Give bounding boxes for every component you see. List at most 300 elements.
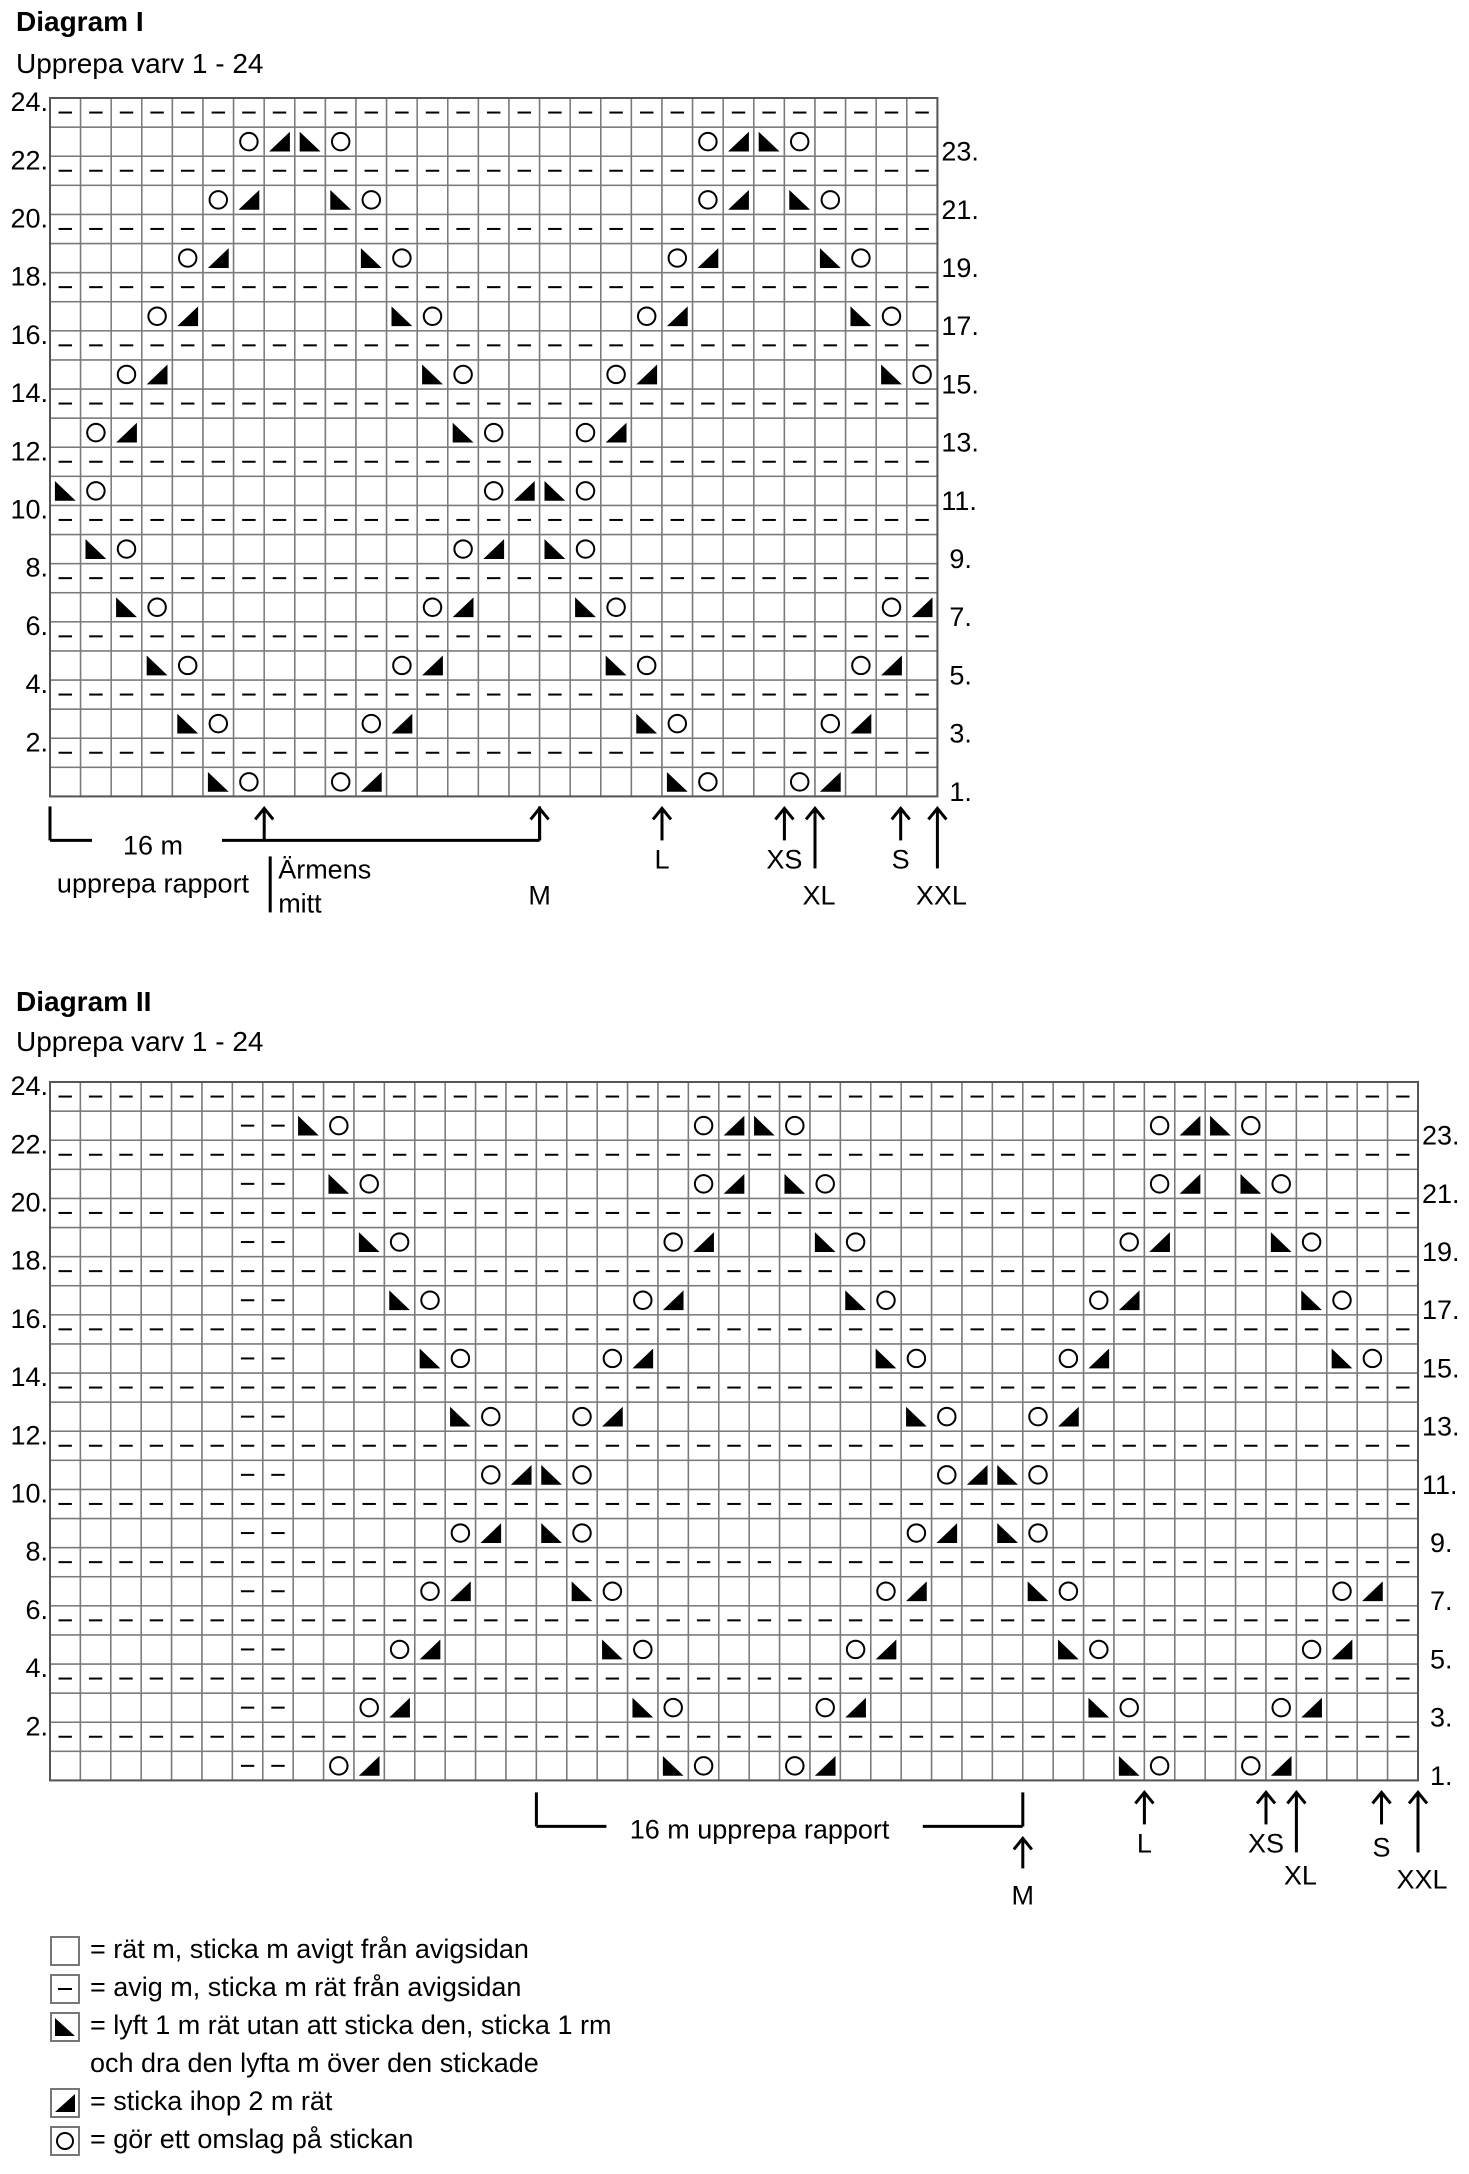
grid-cell — [901, 1460, 931, 1489]
grid-cell — [1266, 1635, 1296, 1664]
grid-cell — [141, 1228, 171, 1257]
grid-cell — [840, 1460, 870, 1489]
grid-cell — [1053, 1577, 1083, 1606]
grid-cell — [384, 1460, 414, 1489]
grid-cell — [445, 1402, 475, 1431]
size-arrow-xxl — [1409, 1792, 1427, 1852]
grid-cell — [476, 1577, 506, 1606]
grid-cell — [567, 1635, 597, 1664]
grid-cell — [536, 1751, 566, 1780]
grid-cell — [1357, 1228, 1387, 1257]
grid-cell — [1144, 1577, 1174, 1606]
grid-cell — [141, 1577, 171, 1606]
grid-cell — [1388, 1169, 1418, 1198]
grid-cell — [1236, 1228, 1266, 1257]
grid-cell — [719, 1344, 749, 1373]
grid-cell — [506, 1635, 536, 1664]
grid-cell — [992, 1402, 1022, 1431]
grid-cell — [597, 1111, 627, 1140]
size-arrow-xs — [1257, 1792, 1275, 1824]
grid-cell — [1236, 1402, 1266, 1431]
size-arrow-l — [1135, 1792, 1153, 1824]
grid-cell — [536, 1111, 566, 1140]
grid-cell — [901, 1635, 931, 1664]
grid-cell — [1236, 1751, 1266, 1780]
grid-cell — [1296, 1577, 1326, 1606]
grid-cell — [658, 1344, 688, 1373]
grid-cell — [1205, 1460, 1235, 1489]
grid-cell — [1084, 1693, 1114, 1722]
grid-cell — [810, 1460, 840, 1489]
grid-cell — [597, 1286, 627, 1315]
grid-cell — [476, 1169, 506, 1198]
grid-cell — [1327, 1577, 1357, 1606]
grid-cell — [1357, 1519, 1387, 1548]
grid-cell — [476, 1286, 506, 1315]
grid-cell — [597, 1751, 627, 1780]
grid-cell — [871, 1693, 901, 1722]
row-label-right: 19. — [941, 252, 979, 283]
grid-cell — [415, 1751, 445, 1780]
grid-cell — [324, 1635, 354, 1664]
grid-cell — [597, 1402, 627, 1431]
grid-cell — [688, 1577, 718, 1606]
grid-cell — [1114, 1169, 1144, 1198]
grid-cell — [1023, 1460, 1053, 1489]
grid-cell — [810, 1402, 840, 1431]
grid-cell — [628, 1286, 658, 1315]
grid-cell — [506, 1751, 536, 1780]
grid-cell — [749, 1344, 779, 1373]
grid-cell — [1327, 1693, 1357, 1722]
grid-cell — [780, 1111, 810, 1140]
grid-cell — [111, 1402, 141, 1431]
grid-cell — [141, 1111, 171, 1140]
grid-cell — [111, 1519, 141, 1548]
grid-cell — [1053, 1402, 1083, 1431]
grid-cell — [354, 1460, 384, 1489]
row-label-left: 6. — [25, 610, 48, 641]
grid-cell — [506, 1402, 536, 1431]
grid-cell — [1175, 1228, 1205, 1257]
grid-cell — [172, 1751, 202, 1780]
grid-cell — [1296, 1111, 1326, 1140]
grid-cell — [1175, 1693, 1205, 1722]
grid-cell — [445, 1228, 475, 1257]
grid-cell — [80, 1519, 110, 1548]
grid-cell — [628, 1460, 658, 1489]
row-label-right: 11. — [1422, 1469, 1458, 1500]
grid-cell — [1144, 1519, 1174, 1548]
grid-cell — [415, 1519, 445, 1548]
grid-cell — [1114, 1635, 1144, 1664]
row-label-right: 5. — [1430, 1644, 1453, 1675]
row-label-left: 22. — [10, 145, 48, 176]
grid-cell — [901, 1169, 931, 1198]
grid-cell — [293, 1577, 323, 1606]
grid-cell — [1266, 1402, 1296, 1431]
grid-cell — [932, 1751, 962, 1780]
grid-cell — [445, 1460, 475, 1489]
right-triangle-square-icon — [50, 2088, 80, 2118]
size-arrow-xl — [1287, 1792, 1305, 1852]
row-label-left: 2. — [25, 1711, 48, 1742]
grid-cell — [384, 1169, 414, 1198]
grid-cell — [1205, 1111, 1235, 1140]
grid-cell — [1236, 1111, 1266, 1140]
grid-cell — [354, 1402, 384, 1431]
grid-cell — [111, 1460, 141, 1489]
grid-cell — [293, 1286, 323, 1315]
grid-cell — [50, 1228, 80, 1257]
grid-cell — [780, 1228, 810, 1257]
grid-cell — [293, 1751, 323, 1780]
grid-cell — [445, 1286, 475, 1315]
grid-cell — [871, 1344, 901, 1373]
grid-cell — [1084, 1286, 1114, 1315]
grid-cell — [1236, 1286, 1266, 1315]
grid-cell — [1266, 1111, 1296, 1140]
grid-cell — [1327, 1169, 1357, 1198]
grid-cell — [1175, 1635, 1205, 1664]
row-label-right: 1. — [1430, 1760, 1453, 1791]
row-label-left: 14. — [10, 1362, 48, 1393]
grid-cell — [1388, 1577, 1418, 1606]
grid-cell — [1144, 1460, 1174, 1489]
grid-cell — [445, 1519, 475, 1548]
row-label-left: 4. — [25, 1653, 48, 1684]
grid-cell — [840, 1169, 870, 1198]
row-label-right: 17. — [1422, 1295, 1460, 1326]
row-label-right: 7. — [1430, 1586, 1453, 1617]
grid-cell — [1236, 1693, 1266, 1722]
grid-cell — [1357, 1751, 1387, 1780]
grid-cell — [536, 1286, 566, 1315]
grid-cell — [840, 1286, 870, 1315]
legend-text-purl: = avig m, sticka m rät från avigsidan — [90, 1972, 522, 2002]
grid-cell — [202, 1111, 232, 1140]
grid-cell — [1266, 1519, 1296, 1548]
grid-cell — [567, 1460, 597, 1489]
grid-cell — [932, 1460, 962, 1489]
grid-cell — [1084, 1577, 1114, 1606]
grid-cell — [1144, 1111, 1174, 1140]
grid-cell — [871, 1460, 901, 1489]
grid-cell — [536, 1344, 566, 1373]
row-label-left: 8. — [25, 552, 48, 583]
grid-cell — [780, 1460, 810, 1489]
grid-cell — [415, 1577, 445, 1606]
grid-cell — [1205, 1693, 1235, 1722]
grid-cell — [1266, 1286, 1296, 1315]
grid-cell — [384, 1344, 414, 1373]
grid-cell — [476, 1228, 506, 1257]
row-label-left: 2. — [25, 727, 48, 758]
row-label-left: 12. — [10, 1420, 48, 1451]
grid-cell — [476, 1344, 506, 1373]
grid-cell — [932, 1111, 962, 1140]
grid-cell — [567, 1344, 597, 1373]
grid-cell — [962, 1751, 992, 1780]
grid-cell — [50, 1111, 80, 1140]
grid-cell — [1388, 1344, 1418, 1373]
grid-cell — [445, 1693, 475, 1722]
row-label-right: 15. — [941, 369, 979, 400]
grid-cell — [324, 1402, 354, 1431]
grid-cell — [1388, 1228, 1418, 1257]
grid-cell — [354, 1577, 384, 1606]
sleeve-middle-label-2: mitt — [278, 888, 322, 919]
grid-cell — [628, 1577, 658, 1606]
grid-cell — [901, 1751, 931, 1780]
grid-cell — [1327, 1286, 1357, 1315]
grid-cell — [80, 1635, 110, 1664]
grid-cell — [1357, 1286, 1387, 1315]
grid-cell — [415, 1402, 445, 1431]
grid-cell — [1175, 1577, 1205, 1606]
grid-cell — [628, 1635, 658, 1664]
grid-cell — [658, 1693, 688, 1722]
grid-cell — [1296, 1693, 1326, 1722]
grid-cell — [749, 1519, 779, 1548]
grid-cell — [1114, 1519, 1144, 1548]
grid-cell — [1236, 1344, 1266, 1373]
grid-cell — [536, 1693, 566, 1722]
grid-cell — [688, 1169, 718, 1198]
grid-cell — [749, 1402, 779, 1431]
grid-cell — [1053, 1286, 1083, 1315]
grid-cell — [1296, 1635, 1326, 1664]
grid-cell — [780, 1751, 810, 1780]
grid-cell — [506, 1169, 536, 1198]
grid-cell — [1084, 1169, 1114, 1198]
dash-square-icon — [50, 1974, 80, 2004]
grid-cell — [111, 1635, 141, 1664]
grid-cell — [1053, 1169, 1083, 1198]
size-label-m: M — [1011, 1880, 1035, 1910]
size-label-s: S — [891, 844, 910, 875]
grid-cell — [1357, 1169, 1387, 1198]
diagram-1-title: Diagram I — [16, 6, 144, 37]
grid-cell — [1023, 1111, 1053, 1140]
grid-cell — [840, 1228, 870, 1257]
grid-cell — [202, 1169, 232, 1198]
grid-cell — [567, 1286, 597, 1315]
row-label-left: 20. — [10, 1187, 48, 1218]
grid-cell — [324, 1751, 354, 1780]
grid-cell — [1084, 1111, 1114, 1140]
grid-cell — [445, 1169, 475, 1198]
grid-cell — [932, 1169, 962, 1198]
grid-cell — [50, 1402, 80, 1431]
grid-cell — [749, 1693, 779, 1722]
grid-cell — [50, 1751, 80, 1780]
grid-cell — [141, 1169, 171, 1198]
grid-cell — [1114, 1111, 1144, 1140]
grid-cell — [871, 1169, 901, 1198]
row-label-left: 18. — [10, 1245, 48, 1276]
grid-cell — [749, 1111, 779, 1140]
grid-cell — [840, 1111, 870, 1140]
grid-cell — [384, 1635, 414, 1664]
grid-cell — [1357, 1402, 1387, 1431]
grid-cell — [324, 1286, 354, 1315]
grid-cell — [384, 1402, 414, 1431]
grid-cell — [293, 1169, 323, 1198]
grid-cell — [1205, 1402, 1235, 1431]
grid-cell — [628, 1751, 658, 1780]
size-label-xl: XL — [802, 880, 836, 911]
size-label-xxl: XXL — [915, 880, 967, 911]
grid-cell — [749, 1460, 779, 1489]
grid-cell — [1053, 1693, 1083, 1722]
repeat-label-2: upprepa rapport — [56, 868, 250, 899]
grid-cell — [1266, 1577, 1296, 1606]
grid-cell — [506, 1286, 536, 1315]
grid-cell — [1205, 1286, 1235, 1315]
grid-cell — [476, 1693, 506, 1722]
repeat-label: 16 m — [122, 830, 184, 861]
grid-cell — [1357, 1577, 1387, 1606]
grid-cell — [597, 1577, 627, 1606]
grid-cell — [597, 1519, 627, 1548]
grid-cell — [1205, 1228, 1235, 1257]
grid-cell — [415, 1111, 445, 1140]
grid-cell — [202, 1751, 232, 1780]
grid-cell — [719, 1228, 749, 1257]
grid-cell — [1205, 1344, 1235, 1373]
grid-cell — [719, 1402, 749, 1431]
grid-cell — [1296, 1344, 1326, 1373]
grid-cell — [688, 1460, 718, 1489]
grid-cell — [80, 1228, 110, 1257]
grid-cell — [172, 1519, 202, 1548]
row-label-right: 19. — [1422, 1236, 1460, 1267]
grid-cell — [628, 1228, 658, 1257]
grid-cell — [992, 1111, 1022, 1140]
grid-cell — [992, 1693, 1022, 1722]
row-label-left: 6. — [25, 1594, 48, 1625]
grid-cell — [749, 1169, 779, 1198]
grid-cell — [1296, 1286, 1326, 1315]
grid-cell — [992, 1344, 1022, 1373]
grid-cell — [1175, 1402, 1205, 1431]
grid-cell — [1266, 1169, 1296, 1198]
row-label-left: 8. — [25, 1536, 48, 1567]
grid-cell — [415, 1169, 445, 1198]
grid-cell — [901, 1228, 931, 1257]
grid-cell — [50, 1169, 80, 1198]
grid-cell — [1388, 1693, 1418, 1722]
grid-cell — [749, 1635, 779, 1664]
grid-cell — [415, 1286, 445, 1315]
grid-cell — [172, 1577, 202, 1606]
grid-cell — [111, 1751, 141, 1780]
grid-cell — [50, 1286, 80, 1315]
grid-cell — [688, 1751, 718, 1780]
grid-cell — [567, 1519, 597, 1548]
size-label-m: M — [528, 880, 551, 911]
diagram-2-subtitle: Upprepa varv 1 - 24 — [16, 1026, 264, 1057]
grid-cell — [810, 1169, 840, 1198]
grid-cell — [1114, 1693, 1144, 1722]
grid-cell — [141, 1286, 171, 1315]
row-label-right: 7. — [949, 602, 972, 633]
row-label-right: 15. — [1422, 1353, 1460, 1384]
grid-cell — [628, 1169, 658, 1198]
size-label-xs: XS — [1247, 1828, 1285, 1859]
grid-cell — [506, 1693, 536, 1722]
grid-cell — [80, 1111, 110, 1140]
grid-cell — [1236, 1577, 1266, 1606]
grid-cell — [749, 1228, 779, 1257]
grid-cell — [476, 1111, 506, 1140]
grid-cell — [932, 1286, 962, 1315]
grid-cell — [658, 1228, 688, 1257]
grid-cell — [1084, 1460, 1114, 1489]
grid-cell — [1388, 1111, 1418, 1140]
grid-cell — [658, 1635, 688, 1664]
grid-cell — [688, 1286, 718, 1315]
grid-cell — [810, 1693, 840, 1722]
grid-cell — [658, 1402, 688, 1431]
row-label-left: 12. — [10, 436, 48, 467]
row-label-right: 21. — [941, 194, 979, 225]
row-label-left: 16. — [10, 1303, 48, 1334]
grid-cell — [901, 1344, 931, 1373]
legend-text-skp-cont: och dra den lyfta m över den stickade — [90, 2048, 539, 2078]
grid-cell — [1327, 1402, 1357, 1431]
grid-cell — [749, 1577, 779, 1606]
grid-cell — [384, 1751, 414, 1780]
row-label-left: 24. — [10, 1071, 48, 1102]
row-label-left: 22. — [10, 1129, 48, 1160]
row-label-right: 3. — [949, 718, 972, 749]
grid-cell — [1053, 1228, 1083, 1257]
grid-cell — [202, 1693, 232, 1722]
grid-cell — [871, 1111, 901, 1140]
grid-cell — [293, 1402, 323, 1431]
grid-cell — [992, 1635, 1022, 1664]
grid-cell — [1175, 1111, 1205, 1140]
grid-cell — [1053, 1519, 1083, 1548]
grid-cell — [1023, 1751, 1053, 1780]
grid-cell — [932, 1402, 962, 1431]
grid-cell — [1357, 1111, 1387, 1140]
grid-cell — [1296, 1169, 1326, 1198]
grid-cell — [962, 1228, 992, 1257]
grid-cell — [688, 1402, 718, 1431]
grid-cell — [354, 1286, 384, 1315]
grid-cell — [840, 1751, 870, 1780]
grid-cell — [780, 1402, 810, 1431]
grid-cell — [445, 1344, 475, 1373]
grid-cell — [141, 1344, 171, 1373]
grid-cell — [1084, 1344, 1114, 1373]
grid-cell — [688, 1111, 718, 1140]
legend-text-k2tog: = sticka ihop 2 m rät — [90, 2086, 333, 2116]
grid-cell — [293, 1111, 323, 1140]
grid-cell — [719, 1577, 749, 1606]
grid-cell — [1327, 1635, 1357, 1664]
grid-cell — [658, 1519, 688, 1548]
grid-cell — [1023, 1693, 1053, 1722]
grid-cell — [810, 1286, 840, 1315]
grid-cell — [1388, 1460, 1418, 1489]
grid-cell — [111, 1693, 141, 1722]
size-label-s: S — [1372, 1832, 1391, 1863]
grid-cell — [719, 1111, 749, 1140]
